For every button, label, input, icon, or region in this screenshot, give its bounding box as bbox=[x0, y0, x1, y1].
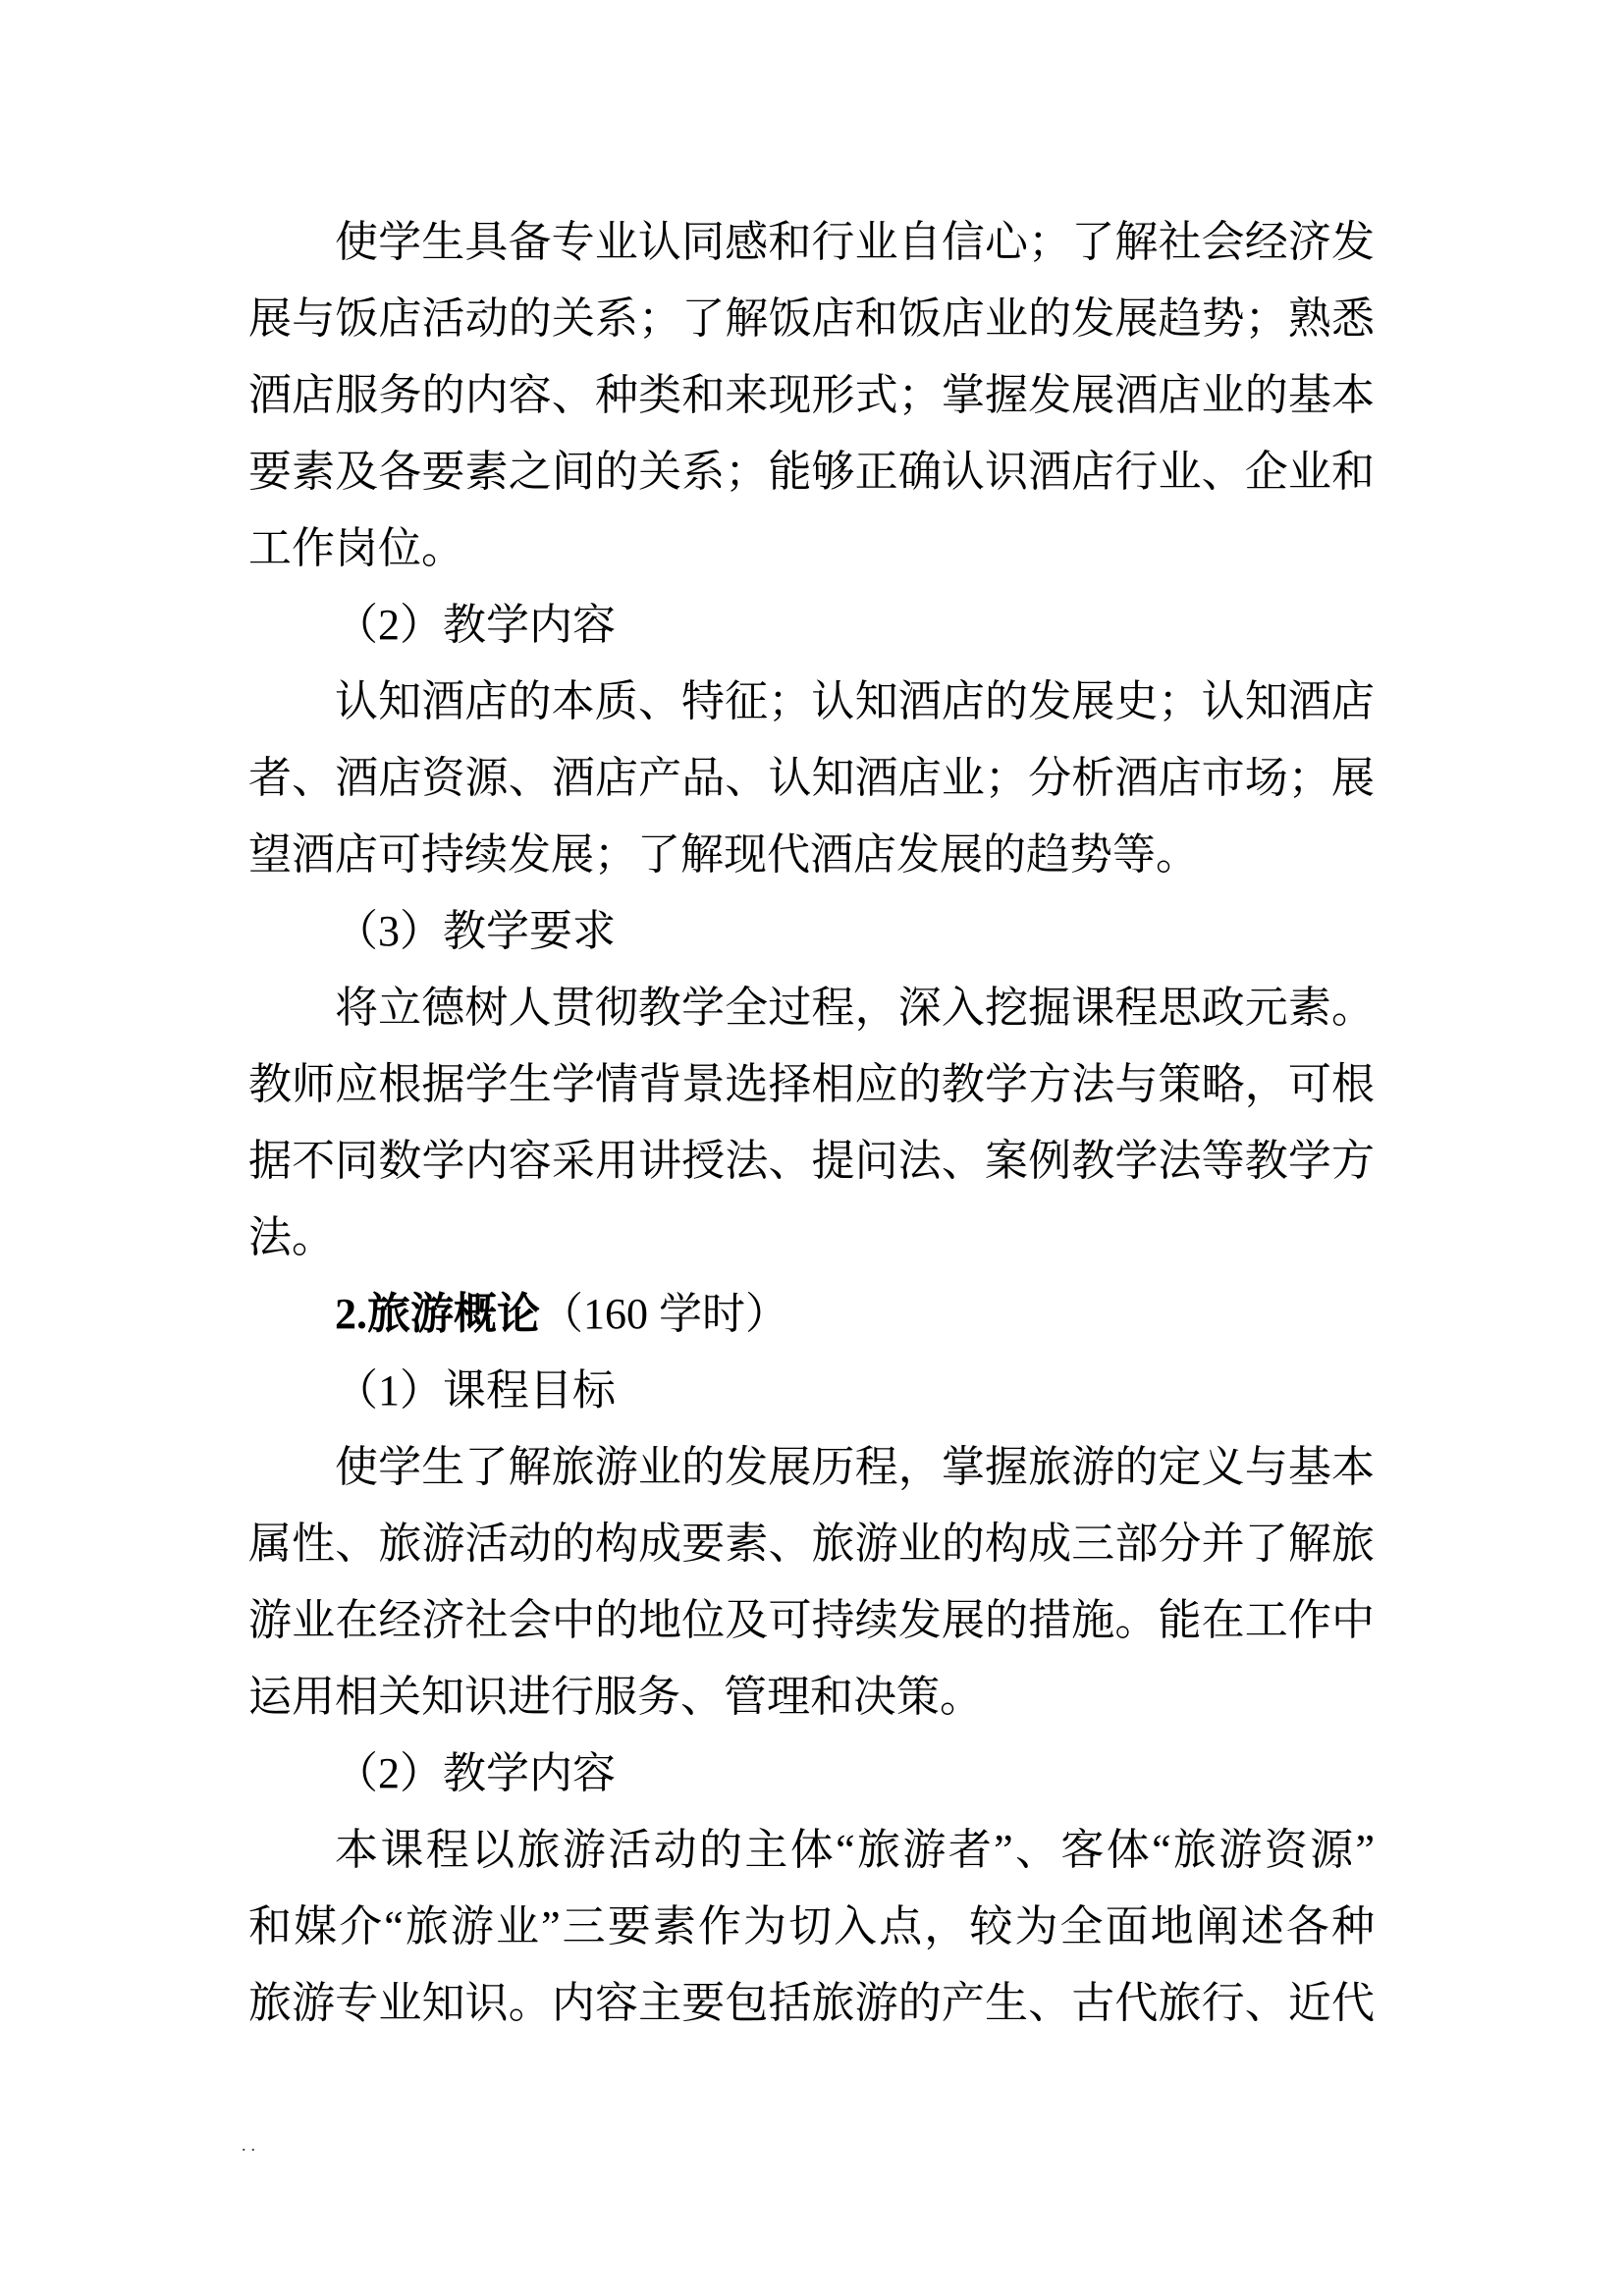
text-line: 教师应根据学生学情背景选择相应的教学方法与策略，可根 bbox=[248, 1060, 1375, 1108]
text-line: 展与饭店活动的关系；了解饭店和饭店业的发展趋势；熟悉 bbox=[248, 294, 1375, 343]
text-line: 游业在经济社会中的地位及可持续发展的措施。能在工作中 bbox=[248, 1596, 1375, 1644]
text-line: 据不同数学内容采用讲授法、提问法、案例教学法等教学方 bbox=[248, 1137, 1375, 1185]
text-line: 认知酒店的本质、特征；认知酒店的发展史；认知酒店 bbox=[335, 677, 1375, 725]
text-line: 法。 bbox=[248, 1213, 335, 1261]
subsection-label-teaching-content: （2）教学内容 bbox=[335, 601, 616, 649]
text-line: 运用相关知识进行服务、管理和决策。 bbox=[248, 1673, 983, 1721]
footer-dots: .. bbox=[242, 2135, 260, 2155]
text-line: 旅游专业知识。内容主要包括旅游的产生、古代旅行、近代 bbox=[248, 1979, 1375, 2027]
subsection-label-teaching-content: （2）教学内容 bbox=[335, 1749, 616, 1797]
text-line: 本课程以旅游活动的主体“旅游者”、客体“旅游资源” bbox=[335, 1826, 1375, 1874]
text-line: 者、酒店资源、酒店产品、认知酒店业；分析酒店市场；展 bbox=[248, 754, 1375, 802]
text-line: 要素及各要素之间的关系；能够正确认识酒店行业、企业和 bbox=[248, 448, 1375, 496]
text-line: 将立德树人贯彻教学全过程，深入挖掘课程思政元素。 bbox=[335, 984, 1375, 1032]
course-heading-hours: （160 学时） bbox=[540, 1290, 788, 1338]
subsection-label-course-goals: （1）课程目标 bbox=[335, 1366, 616, 1415]
text-line: 属性、旅游活动的构成要素、旅游业的构成三部分并了解旅 bbox=[248, 1520, 1375, 1568]
text-line: 酒店服务的内容、种类和来现形式；掌握发展酒店业的基本 bbox=[248, 371, 1375, 419]
text-line: 使学生了解旅游业的发展历程，掌握旅游的定义与基本 bbox=[335, 1443, 1375, 1491]
course-heading-title: 2.旅游概论 bbox=[335, 1290, 540, 1338]
text-line: 和媒介“旅游业”三要素作为切入点，较为全面地阐述各种 bbox=[248, 1902, 1375, 1950]
course-heading bbox=[248, 1276, 1375, 1353]
text-line: 工作岗位。 bbox=[248, 524, 464, 572]
text-line: 望酒店可持续发展；了解现代酒店发展的趋势等。 bbox=[248, 830, 1199, 879]
text-line: 使学生具备专业认同感和行业自信心；了解社会经济发 bbox=[335, 218, 1375, 266]
document-body bbox=[248, 204, 1375, 2042]
subsection-label-teaching-requirements: （3）教学要求 bbox=[335, 907, 616, 955]
